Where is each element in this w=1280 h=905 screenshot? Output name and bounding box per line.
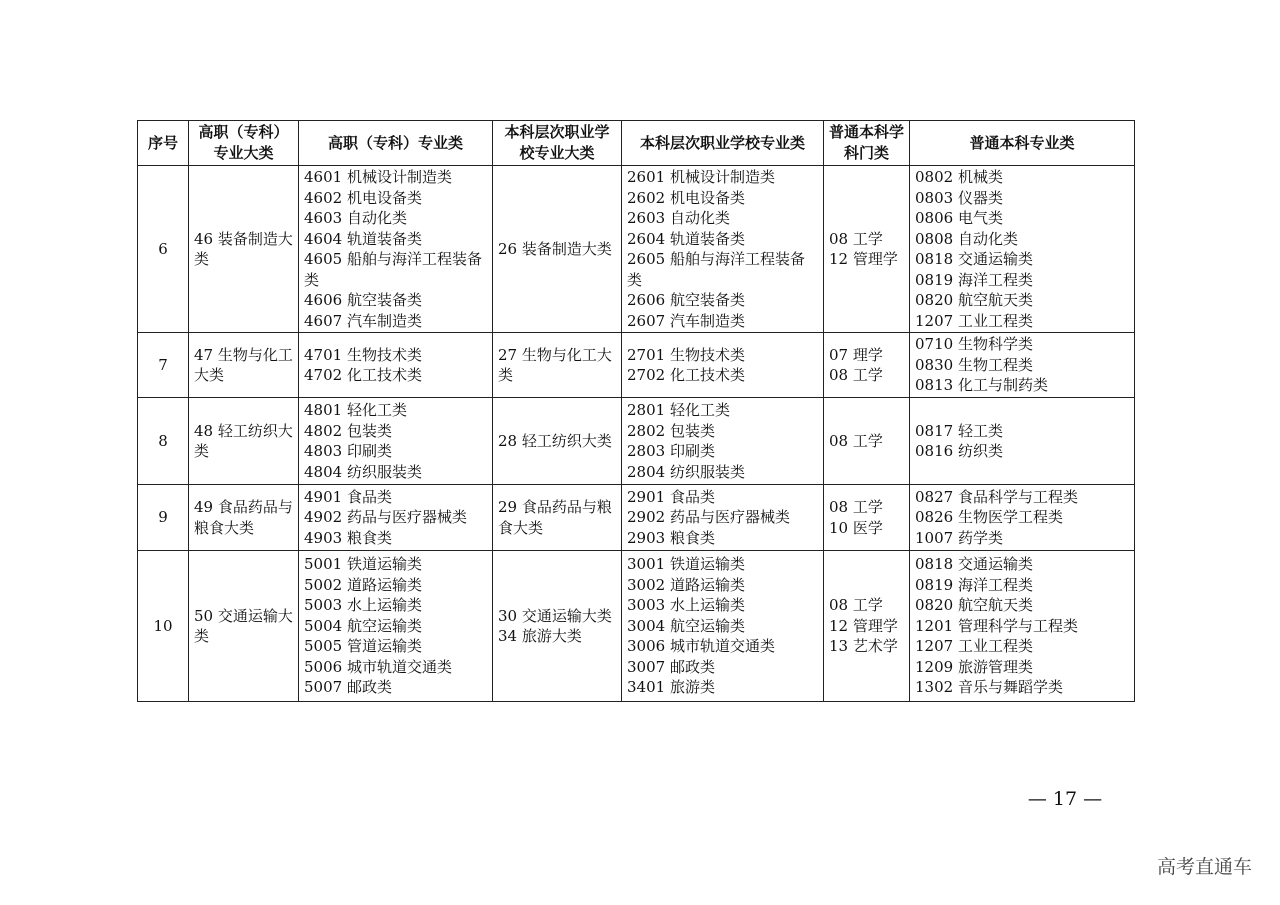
header-bk-major: 本科层次职业学校专业大类 (493, 121, 622, 166)
list-item: 2603 自动化类 (627, 209, 730, 227)
list-item: 2802 包装类 (627, 421, 715, 440)
list-item: 4802 包装类 (304, 421, 392, 440)
gz-major-cell: 48 轻工纺织大类 (189, 398, 299, 485)
page-number: — 17 — (1027, 788, 1103, 810)
list-item: 2702 化工技术类 (627, 366, 745, 384)
bk-classes-cell (622, 166, 824, 333)
bk-classes-cell (622, 485, 824, 551)
gz-major-cell: 50 交通运输大类 (189, 551, 299, 702)
list-item: 08 工学 (829, 431, 883, 450)
list-item: 0818 交通运输类 (915, 555, 1033, 574)
list-item: 3401 旅游类 (627, 678, 715, 697)
header-gz-major: 高职（专科）专业大类 (189, 121, 299, 166)
table-row (138, 333, 1135, 398)
list-item: 2801 轻化工类 (627, 401, 730, 419)
list-item: 1207 工业工程类 (915, 637, 1033, 656)
list-item: 4606 航空装备类 (304, 291, 422, 309)
list-item: 4601 机械设计制造类 (304, 168, 452, 186)
list-item: 1302 音乐与舞蹈学类 (915, 678, 1063, 697)
list-item: 3007 邮政类 (627, 657, 715, 676)
table-row (138, 398, 1135, 485)
list-item: 4702 化工技术类 (304, 366, 422, 384)
list-item: 08 工学 (829, 498, 883, 516)
list-item: 0826 生物医学工程类 (915, 508, 1063, 527)
list-item: 0803 仪器类 (915, 188, 1003, 207)
bk-major-cell: 27 生物与化工大类 (493, 333, 622, 398)
list-item: 2602 机电设备类 (627, 188, 745, 207)
list-item: 4607 汽车制造类 (304, 311, 422, 330)
list-item: 4902 药品与医疗器械类 (304, 508, 467, 527)
list-item: 1209 旅游管理类 (915, 657, 1033, 676)
pt-classes-cell (910, 333, 1135, 398)
list-item: 5003 水上运输类 (304, 596, 422, 615)
list-item: 4701 生物技术类 (304, 345, 422, 364)
list-item: 12 管理学 (829, 250, 898, 268)
list-item: 5007 邮政类 (304, 678, 392, 697)
list-item: 1207 工业工程类 (915, 311, 1033, 330)
row-index: 9 (138, 485, 189, 551)
gz-major-cell: 47 生物与化工大类 (189, 333, 299, 398)
list-item: 2901 食品类 (627, 487, 715, 506)
list-item: 5004 航空运输类 (304, 616, 422, 635)
list-item: 2701 生物技术类 (627, 345, 745, 364)
list-item: 3004 航空运输类 (627, 616, 745, 635)
pt-disciplines-cell (824, 551, 910, 702)
gz-classes-cell (299, 485, 493, 551)
list-item: 1007 药学类 (915, 528, 1003, 547)
list-item: 0818 交通运输类 (915, 250, 1033, 268)
list-item: 5002 道路运输类 (304, 575, 422, 594)
header-bk-classes: 本科层次职业学校专业类 (622, 121, 824, 166)
list-item: 0819 海洋工程类 (915, 270, 1033, 289)
list-item: 30 交通运输大类 (498, 606, 612, 625)
list-item: 0820 航空航天类 (915, 291, 1033, 309)
list-item: 0817 轻工类 (915, 421, 1003, 440)
gz-major-cell: 49 食品药品与粮食大类 (189, 485, 299, 551)
gz-classes-cell (299, 551, 493, 702)
list-item: 0710 生物科学类 (915, 335, 1033, 354)
list-item: 5001 铁道运输类 (304, 555, 422, 574)
row-index: 10 (138, 551, 189, 702)
list-item: 5005 管道运输类 (304, 637, 422, 656)
row-index: 8 (138, 398, 189, 485)
pt-disciplines-cell (824, 166, 910, 333)
list-item: 4604 轨道装备类 (304, 229, 422, 248)
list-item: 4605 船舶与海洋工程装备类 (304, 250, 482, 289)
pt-disciplines-cell (824, 333, 910, 398)
list-item: 0806 电气类 (915, 209, 1003, 227)
header-gz-classes: 高职（专科）专业类 (299, 121, 493, 166)
bk-major-cell: 28 轻工纺织大类 (493, 398, 622, 485)
pt-classes-cell (910, 398, 1135, 485)
bk-major-cell (493, 551, 622, 702)
bk-classes-cell (622, 551, 824, 702)
list-item: 4901 食品类 (304, 487, 392, 506)
list-item: 3006 城市轨道交通类 (627, 637, 775, 656)
list-item: 2606 航空装备类 (627, 291, 745, 309)
table-header-row (138, 121, 1135, 166)
bk-classes-cell (622, 398, 824, 485)
list-item: 0820 航空航天类 (915, 596, 1033, 615)
list-item: 0813 化工与制药类 (915, 376, 1048, 395)
list-item: 0816 纺织类 (915, 442, 1003, 460)
bk-classes-cell (622, 333, 824, 398)
list-item: 2607 汽车制造类 (627, 311, 745, 330)
gz-classes-cell (299, 166, 493, 333)
bk-major-cell: 29 食品药品与粮食大类 (493, 485, 622, 551)
list-item: 12 管理学 (829, 616, 898, 635)
list-item: 08 工学 (829, 366, 883, 384)
table-row (138, 551, 1135, 702)
list-item: 2903 粮食类 (627, 528, 715, 547)
list-item: 13 艺术学 (829, 637, 898, 656)
list-item: 5006 城市轨道交通类 (304, 657, 452, 676)
list-item: 34 旅游大类 (498, 627, 582, 645)
list-item: 0827 食品科学与工程类 (915, 487, 1078, 506)
list-item: 3002 道路运输类 (627, 575, 745, 594)
list-item: 08 工学 (829, 229, 883, 248)
gz-classes-cell (299, 398, 493, 485)
list-item: 07 理学 (829, 345, 883, 364)
list-item: 08 工学 (829, 596, 883, 615)
list-item: 2803 印刷类 (627, 442, 715, 460)
list-item: 3003 水上运输类 (627, 596, 745, 615)
list-item: 4603 自动化类 (304, 209, 407, 227)
gz-classes-cell (299, 333, 493, 398)
table-row (138, 166, 1135, 333)
list-item: 4801 轻化工类 (304, 401, 407, 419)
list-item: 2605 船舶与海洋工程装备类 (627, 250, 805, 289)
pt-classes-cell (910, 551, 1135, 702)
list-item: 0819 海洋工程类 (915, 575, 1033, 594)
list-item: 4602 机电设备类 (304, 188, 422, 207)
pt-classes-cell (910, 485, 1135, 551)
table-row (138, 485, 1135, 551)
row-index: 6 (138, 166, 189, 333)
watermark-text: 高考直通车 (1156, 856, 1252, 878)
list-item: 3001 铁道运输类 (627, 555, 745, 574)
major-correspondence-table (137, 120, 1135, 702)
gz-major-cell: 46 装备制造大类 (189, 166, 299, 333)
row-index: 7 (138, 333, 189, 398)
list-item: 4804 纺织服装类 (304, 462, 422, 481)
header-pt-disciplines: 普通本科学科门类 (824, 121, 910, 166)
pt-disciplines-cell (824, 398, 910, 485)
list-item: 0808 自动化类 (915, 229, 1018, 248)
pt-disciplines-cell (824, 485, 910, 551)
list-item: 2604 轨道装备类 (627, 229, 745, 248)
header-index: 序号 (138, 121, 189, 166)
list-item: 2902 药品与医疗器械类 (627, 508, 790, 527)
list-item: 0830 生物工程类 (915, 355, 1033, 374)
list-item: 4903 粮食类 (304, 528, 392, 547)
list-item: 0802 机械类 (915, 168, 1003, 186)
pt-classes-cell (910, 166, 1135, 333)
list-item: 1201 管理科学与工程类 (915, 616, 1078, 635)
list-item: 10 医学 (829, 518, 883, 537)
header-pt-classes: 普通本科专业类 (910, 121, 1135, 166)
list-item: 4803 印刷类 (304, 442, 392, 460)
list-item: 2601 机械设计制造类 (627, 168, 775, 186)
bk-major-cell: 26 装备制造大类 (493, 166, 622, 333)
list-item: 2804 纺织服装类 (627, 462, 745, 481)
